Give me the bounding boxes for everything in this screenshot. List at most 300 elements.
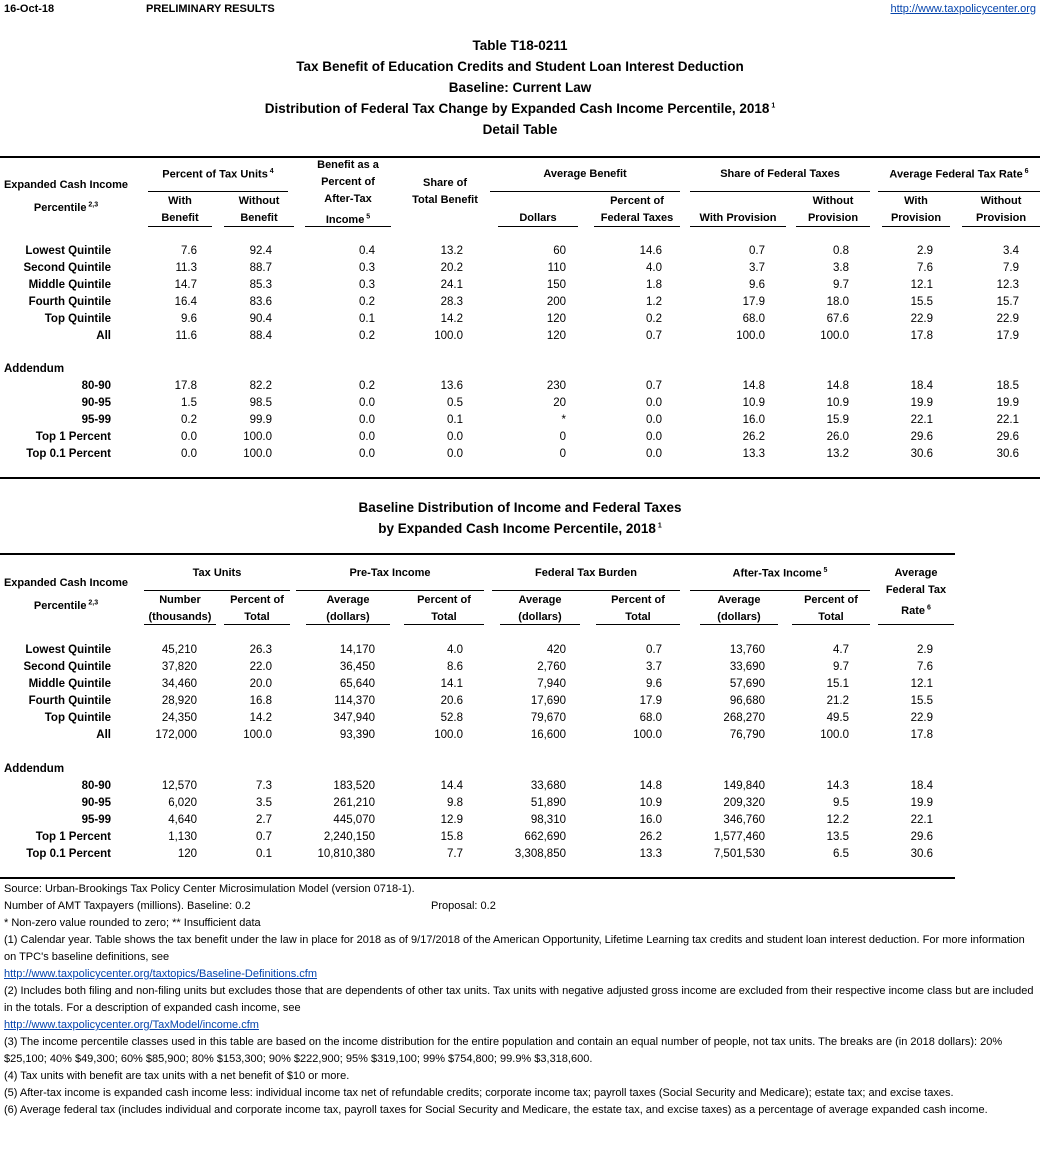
table-cell: 9.5 [833, 797, 849, 809]
group-avg-benefit: Average Benefit [543, 168, 627, 180]
column-header [796, 193, 870, 227]
column-header [148, 193, 212, 227]
table-cell: 17.8 [174, 380, 197, 392]
header-text: Percent of [611, 594, 665, 606]
rule-line [148, 226, 212, 227]
table-cell: 0 [559, 448, 566, 460]
footnote-ref: 2,3 [86, 599, 99, 606]
footnote-ref: 6 [1022, 168, 1029, 175]
table-cell: 18.4 [910, 380, 933, 392]
table-cell: 0.2 [181, 414, 197, 426]
table-cell: 6.5 [833, 848, 849, 860]
table-cell: 120 [546, 313, 566, 325]
table-cell: 15.8 [440, 831, 463, 843]
table-cell: 0.8 [833, 245, 849, 257]
header-text: With Provision [699, 212, 777, 224]
group-share-benefit [400, 175, 490, 209]
table-cell: 24.1 [440, 279, 463, 291]
rule-line [0, 553, 955, 555]
table-cell: 16,600 [530, 729, 566, 741]
table-cell: 7.6 [181, 245, 197, 257]
group-fed-burden: Federal Tax Burden [535, 567, 637, 579]
title-line: Baseline: Current Law [448, 80, 592, 95]
stub-header-part: Percentile $^{2,3}$ [33, 599, 99, 612]
addendum-label: Addendum [4, 763, 65, 775]
table-cell: 36,450 [339, 661, 375, 673]
header-text: Without [812, 195, 854, 207]
table-cell: 15.9 [826, 414, 849, 426]
table-cell: 22.9 [910, 712, 933, 724]
table-cell: 29.6 [910, 431, 933, 443]
table-cell: 3.4 [1003, 245, 1019, 257]
table-cell: 12.9 [440, 814, 463, 826]
footnote-ref: 1 [655, 522, 662, 530]
rule-line [690, 590, 870, 591]
source-note: Source: Urban-Brookings Tax Policy Center Microsimulation Model (version 0718-1). [4, 883, 415, 895]
table-cell: 16.8 [249, 695, 272, 707]
header-text: With [904, 195, 928, 207]
column-header [144, 592, 216, 626]
row-label: Fourth Quintile [28, 296, 111, 308]
table-cell: 0.3 [359, 279, 375, 291]
row-label: All [96, 330, 111, 342]
table-cell: 0.3 [359, 262, 375, 274]
table-cell: 30.6 [910, 848, 933, 860]
header-text: (thousands) [148, 611, 212, 623]
table-cell: 13.3 [742, 448, 765, 460]
table-cell: 0.4 [359, 245, 375, 257]
table-cell: 11.6 [175, 330, 197, 342]
rule-line [296, 590, 484, 591]
table-cell: 14.4 [440, 780, 463, 792]
table-cell: 49.5 [826, 712, 849, 724]
rule-line [305, 226, 391, 227]
table-cell: 0.0 [359, 414, 375, 426]
table-cell: 346,760 [723, 814, 765, 826]
table-cell: 17.8 [910, 729, 933, 741]
table-cell: 57,690 [729, 678, 765, 690]
rule-line [404, 624, 484, 625]
table-cell: 13.2 [440, 245, 463, 257]
column-header [690, 193, 786, 227]
table-cell: 1,130 [168, 831, 197, 843]
table-cell: 15.1 [826, 678, 849, 690]
table-cell: 8.6 [447, 661, 463, 673]
header-text: Provision [975, 212, 1027, 224]
table-cell: 98.5 [249, 397, 272, 409]
group-aftertax: After-Tax Income $^5$ [732, 567, 828, 580]
table-cell: 1,577,460 [713, 831, 765, 843]
header-text [536, 195, 539, 207]
table-cell: 3,308,850 [514, 848, 566, 860]
table-cell: 7.9 [1003, 262, 1019, 274]
table-cell: 3.7 [646, 661, 662, 673]
table-cell: 2.9 [917, 245, 933, 257]
rule-line [792, 624, 870, 625]
table-cell: 30.6 [996, 448, 1019, 460]
table-cell: 9.6 [646, 678, 662, 690]
addendum-label: Addendum [4, 363, 65, 375]
table-cell: 76,790 [729, 729, 765, 741]
table-cell: 100.0 [434, 729, 463, 741]
footnotes [4, 881, 1034, 1119]
table-cell: 120 [177, 848, 197, 860]
table-cell: 183,520 [333, 780, 375, 792]
table-cell: 68.0 [742, 313, 765, 325]
row-label: Second Quintile [23, 262, 111, 274]
header-text: Rate $^6$ [901, 604, 931, 617]
table-cell: 29.6 [996, 431, 1019, 443]
table-cell: 26.2 [742, 431, 765, 443]
title-line: Table T18-0211 [472, 38, 568, 53]
column-header [792, 592, 870, 626]
header-text: Percent of [804, 594, 858, 606]
column-header [882, 193, 950, 227]
table-cell: 22.1 [910, 814, 933, 826]
table-cell: 0.0 [646, 448, 662, 460]
table-cell: 0.0 [646, 397, 662, 409]
table-cell: 79,670 [530, 712, 566, 724]
column-header [224, 193, 294, 227]
table-cell: 33,680 [530, 780, 566, 792]
amt-proposal: Proposal: 0.2 [431, 900, 496, 912]
table-cell: 0.0 [646, 431, 662, 443]
title-line: Detail Table [482, 122, 558, 137]
row-label: 95-99 [81, 814, 111, 826]
column-header [594, 193, 680, 227]
table-cell: 92.4 [249, 245, 272, 257]
table-cell: 0.2 [359, 330, 375, 342]
rule-line [878, 191, 1040, 192]
header-text: Total [818, 611, 844, 623]
table-cell: 13,760 [729, 644, 765, 656]
table-cell: 100.0 [633, 729, 662, 741]
table-cell: 96,680 [729, 695, 765, 707]
table-cell: 13.3 [639, 848, 662, 860]
table-cell: 4.0 [447, 644, 463, 656]
table-cell: 17,690 [530, 695, 566, 707]
table-cell: 209,320 [723, 797, 765, 809]
header-text: Without [980, 195, 1022, 207]
rule-line [594, 226, 680, 227]
row-label: Top 1 Percent [35, 431, 111, 443]
table-cell: 22.1 [910, 414, 933, 426]
table-cell: 19.9 [910, 397, 933, 409]
table-cell: 13.6 [440, 380, 463, 392]
footnote-ref: 1 [769, 102, 776, 110]
row-label: Top Quintile [44, 712, 111, 724]
header-text: Provision [807, 212, 859, 224]
table-cell: 15.5 [910, 695, 933, 707]
row-label: 90-95 [81, 797, 111, 809]
rule-line [596, 624, 680, 625]
table-cell: 0.2 [359, 296, 375, 308]
header-text: Federal Taxes [600, 212, 674, 224]
table-cell: 34,460 [161, 678, 197, 690]
table-cell: 14.8 [826, 380, 849, 392]
note-1: (1) Calendar year. Table shows the tax benefit under the law in place for 2018 as of 9/17/2018 of the American Opportunity, Lifetime Learning tax credits and student loan interest deduction. For more information on TPC's baseline definitions, see [4, 934, 1025, 963]
table-cell: 0.7 [646, 644, 662, 656]
table-cell: 22.9 [996, 313, 1019, 325]
header-text: Dollars [519, 212, 557, 224]
header-text: Percent of [230, 594, 284, 606]
table-cell: 45,210 [161, 644, 197, 656]
row-label: 80-90 [81, 780, 111, 792]
table-cell: 12.2 [826, 814, 849, 826]
table-cell: 12.1 [910, 279, 933, 291]
rule-line [0, 156, 1040, 158]
rule-line [144, 590, 290, 591]
t2-title-line: by Expanded Cash Income Percentile, 2018 $^1$ [378, 521, 662, 536]
table-cell: 2.9 [917, 644, 933, 656]
table-cell: 9.6 [749, 279, 765, 291]
table-cell: 7.7 [447, 848, 463, 860]
table-cell: 52.8 [440, 712, 463, 724]
table-cell: 4,640 [168, 814, 197, 826]
table-cell: 1.2 [646, 296, 662, 308]
table-cell: 24,350 [161, 712, 197, 724]
table-cell: 30.6 [910, 448, 933, 460]
income-definition-link[interactable]: http://www.taxpolicycenter.org/TaxModel/income.cfm [4, 1019, 259, 1031]
column-header [404, 592, 484, 626]
table-cell: 20.6 [440, 695, 463, 707]
table-cell: 29.6 [910, 831, 933, 843]
row-label: Lowest Quintile [25, 644, 111, 656]
table-cell: 83.6 [249, 296, 272, 308]
table-cell: 420 [546, 644, 566, 656]
table-cell: 51,890 [530, 797, 566, 809]
table-cell: 22.9 [910, 313, 933, 325]
table-cell: 12,570 [161, 780, 197, 792]
stub-header: Expanded Cash Income Percentile $^{2,3}$ [3, 577, 129, 612]
table-cell: 2,760 [537, 661, 566, 673]
table-cell: 1.8 [646, 279, 662, 291]
table-cell: 100.0 [243, 729, 272, 741]
row-label: Top 1 Percent [35, 831, 111, 843]
header-text: (dollars) [326, 611, 370, 623]
table-cell: 2,240,150 [323, 831, 375, 843]
table-cell: 90.4 [249, 313, 272, 325]
header-text: Total [431, 611, 457, 623]
table-cell: 6,020 [168, 797, 197, 809]
table-cell: 9.8 [447, 797, 463, 809]
header-text [736, 195, 739, 207]
table-cell: 0.1 [359, 313, 375, 325]
table-cell: 100.0 [820, 330, 849, 342]
header-text: Share of [422, 177, 467, 189]
table-cell: 0.2 [359, 380, 375, 392]
amt-note: Number of AMT Taxpayers (millions). Baseline: 0.2 Proposal: 0.2 [4, 898, 1034, 915]
t2-title-line: Baseline Distribution of Income and Federal Taxes [358, 500, 682, 515]
table-cell: 65,640 [339, 678, 375, 690]
table-cell: 17.8 [910, 330, 933, 342]
table-cell: 99.9 [249, 414, 272, 426]
table-cell: 200 [546, 296, 566, 308]
note-5: (5) After-tax income is expanded cash income less: individual income tax net of refundable credits; corporate income tax; payroll taxes (Social Security and Medicare); estate tax; and excise taxes. [4, 1087, 954, 1099]
table-cell: 3.8 [833, 262, 849, 274]
table-cell: 26.2 [639, 831, 662, 843]
table-cell: 110 [547, 262, 566, 274]
footnote-ref: 4 [267, 168, 274, 175]
table-cell: 19.9 [996, 397, 1019, 409]
group-percent-tax-units: Percent of Tax Units $^4$ [162, 168, 274, 181]
table-cell: 7.3 [256, 780, 272, 792]
table-cell: 149,840 [723, 780, 765, 792]
stub-header-part: Percentile $^{2,3}$ [33, 201, 99, 214]
table-cell: 114,370 [334, 695, 375, 707]
column-header [962, 193, 1040, 227]
title-line: Distribution of Federal Tax Change by Expanded Cash Income Percentile, 2018 $^1$ [264, 101, 776, 116]
header-text: Percent of [321, 176, 375, 188]
table-cell: 7.6 [917, 262, 933, 274]
note-6: (6) Average federal tax (includes individual and corporate income tax, payroll taxes for Social Security and Medicare, the estate tax, and excise taxes) as a percentage of average expanded cash income. [4, 1104, 988, 1116]
table-cell: 18.5 [996, 380, 1019, 392]
header-text: Average [518, 594, 562, 606]
table-cell: 20.2 [440, 262, 463, 274]
table-cell: 0.1 [256, 848, 272, 860]
table-cell: * [561, 414, 566, 426]
table-cell: 60 [553, 245, 566, 257]
table-cell: 1.5 [181, 397, 197, 409]
table-cell: 3.5 [256, 797, 272, 809]
row-label: 95-99 [81, 414, 111, 426]
table-cell: 268,270 [723, 712, 765, 724]
table-cell: 0 [559, 431, 566, 443]
note-4: (4) Tax units with benefit are tax units with a net benefit of $10 or more. [4, 1070, 350, 1082]
table-cell: 0.0 [181, 431, 197, 443]
table-cell: 22.0 [249, 661, 272, 673]
table-cell: 10.9 [742, 397, 765, 409]
rule-line [690, 226, 786, 227]
group-share-fed: Share of Federal Taxes [720, 168, 840, 180]
table-cell: 14.2 [249, 712, 272, 724]
table-cell: 67.6 [826, 313, 849, 325]
table-cell: 17.9 [639, 695, 662, 707]
table-cell: 150 [546, 279, 566, 291]
note-2: (2) Includes both filing and non-filing units but excludes those that are dependents of other tax units. Tax units with negative adjusted gross income are excluded from their respective income class but are included in the totals. For a description of expanded cash income, see [4, 985, 1034, 1014]
table-cell: 14.3 [826, 780, 849, 792]
table-cell: 28.3 [440, 296, 463, 308]
stub-header: Expanded Cash Income Percentile $^{2,3}$ [3, 179, 129, 214]
rule-line [492, 590, 680, 591]
table-cell: 14.1 [440, 678, 463, 690]
table-cell: 14.8 [639, 780, 662, 792]
table-cell: 0.5 [447, 397, 463, 409]
table-cell: 21.2 [826, 695, 849, 707]
group-avg-rate: Average Federal Tax Rate $^6$ [889, 168, 1029, 181]
header-text: Percent of [417, 594, 471, 606]
table-cell: 10,810,380 [317, 848, 375, 860]
table-cell: 13.5 [826, 831, 849, 843]
header-text: Benefit [240, 212, 278, 224]
row-label: Second Quintile [23, 661, 111, 673]
table-cell: 17.9 [996, 330, 1019, 342]
header-text: Benefit as a [317, 159, 379, 171]
table-cell: 11.3 [175, 262, 197, 274]
table-cell: 4.7 [833, 644, 849, 656]
row-label: Top 0.1 Percent [26, 448, 111, 460]
table-cell: 9.6 [181, 313, 197, 325]
rule-line [0, 477, 1040, 479]
rule-line [490, 191, 680, 192]
report-date: 16-Oct-18 [4, 3, 55, 15]
column-header [498, 193, 578, 227]
header-text: Percent of [610, 195, 664, 207]
table-cell: 100.0 [736, 330, 765, 342]
header-text: After-Tax [324, 193, 372, 205]
table-cell: 0.0 [359, 448, 375, 460]
table-cell: 26.3 [249, 644, 272, 656]
table-cell: 347,940 [333, 712, 375, 724]
table-cell: 85.3 [249, 279, 272, 291]
table-cell: 261,210 [333, 797, 375, 809]
table-cell: 26.0 [826, 431, 849, 443]
table-cell: 0.7 [646, 380, 662, 392]
group-avg-rate [878, 565, 954, 620]
row-label: Fourth Quintile [28, 695, 111, 707]
table-cell: 16.0 [639, 814, 662, 826]
column-header [306, 592, 390, 626]
baseline-definitions-link[interactable]: http://www.taxpolicycenter.org/taxtopics/Baseline-Definitions.cfm [4, 968, 318, 980]
table-cell: 14.2 [440, 313, 463, 325]
table-cell: 0.7 [256, 831, 272, 843]
row-label: Top Quintile [44, 313, 111, 325]
header-text: Federal Tax [885, 584, 947, 596]
table-cell: 18.0 [826, 296, 849, 308]
footnote-ref: 2,3 [86, 201, 99, 208]
site-link[interactable]: http://www.taxpolicycenter.org [890, 3, 1036, 15]
table-cell: 2.7 [256, 814, 272, 826]
table-cell: 100.0 [434, 330, 463, 342]
header-text: Average [326, 594, 370, 606]
rule-line [498, 226, 578, 227]
table-cell: 0.2 [646, 313, 662, 325]
table-cell: 12.1 [910, 678, 933, 690]
rule-line [224, 624, 290, 625]
header-text: Average [894, 567, 938, 579]
table-cell: 13.2 [826, 448, 849, 460]
header-text: Average [717, 594, 761, 606]
rule-line [306, 624, 390, 625]
header-text: Total [625, 611, 651, 623]
table-cell: 82.2 [249, 380, 272, 392]
table-cell: 100.0 [820, 729, 849, 741]
table-cell: 0.0 [181, 448, 197, 460]
rule-line [500, 624, 580, 625]
column-header [224, 592, 290, 626]
table-cell: 16.0 [742, 414, 765, 426]
table-cell: 16.4 [174, 296, 197, 308]
table-cell: 88.7 [249, 262, 272, 274]
table-cell: 20 [553, 397, 566, 409]
footnote-ref: 5 [821, 567, 828, 574]
header-text: (dollars) [518, 611, 562, 623]
table-cell: 662,690 [524, 831, 566, 843]
header-text: Total [244, 611, 270, 623]
row-label: Top 0.1 Percent [26, 848, 111, 860]
table-cell: 100.0 [243, 431, 272, 443]
table-cell: 0.1 [447, 414, 463, 426]
group-tax-units: Tax Units [192, 567, 242, 579]
header-text: With [168, 195, 192, 207]
table-cell: 100.0 [243, 448, 272, 460]
table-cell: 14.6 [639, 245, 662, 257]
rule-line [690, 191, 870, 192]
table-cell: 19.9 [910, 797, 933, 809]
table-cell: 68.0 [639, 712, 662, 724]
row-label: 90-95 [81, 397, 111, 409]
table-cell: 10.9 [639, 797, 662, 809]
